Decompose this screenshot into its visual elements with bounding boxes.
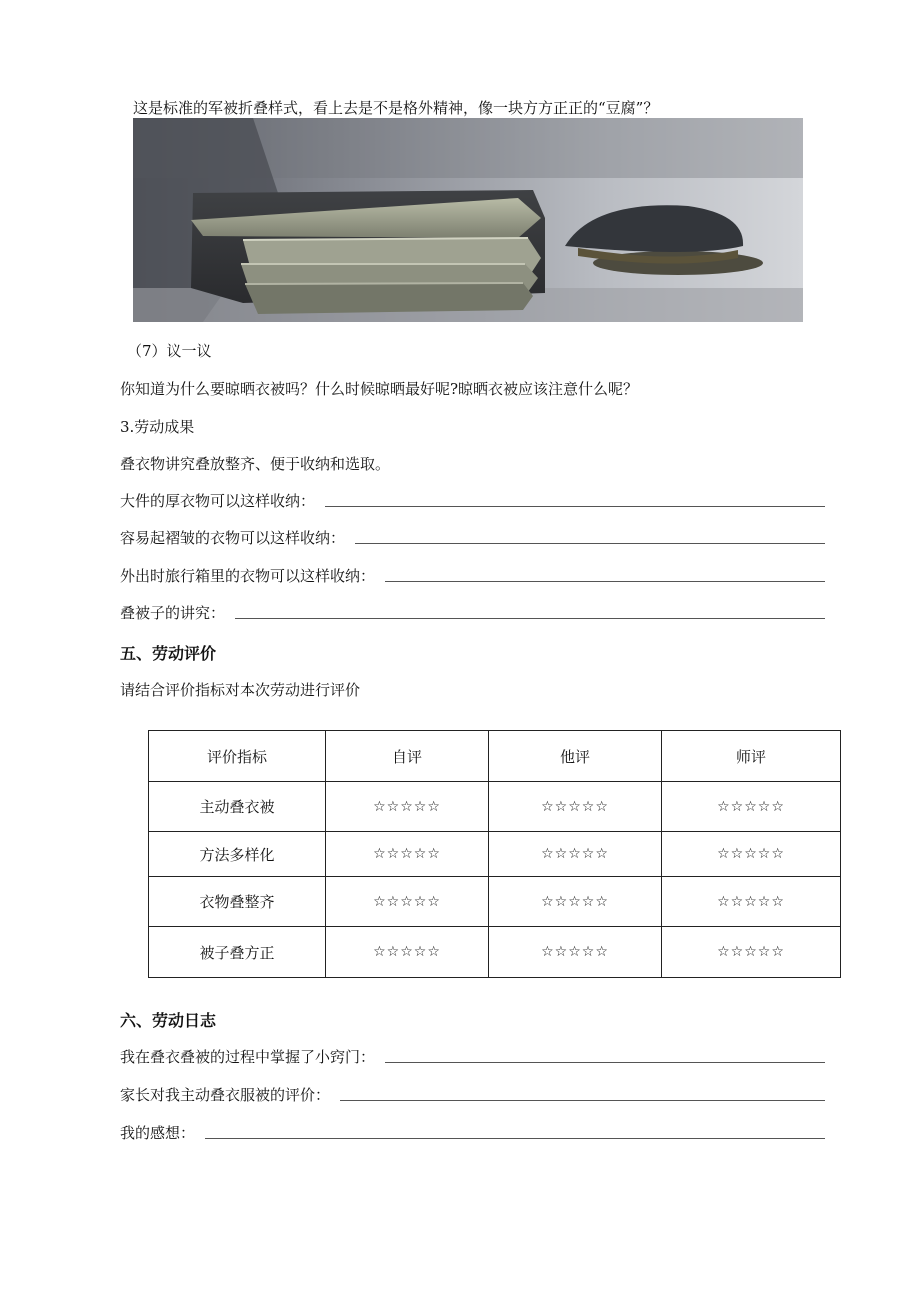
self-rating-stars[interactable]: ☆☆☆☆☆	[326, 832, 489, 877]
answer-blank[interactable]	[385, 1052, 825, 1063]
result-field-label: 叠被子的讲究：	[120, 604, 226, 622]
header-teacher: 师评	[662, 731, 841, 782]
result-field-label: 外出时旅行箱里的衣物可以这样收纳：	[120, 567, 376, 585]
criterion-cell: 衣物叠整齐	[149, 877, 326, 927]
peer-rating-stars[interactable]: ☆☆☆☆☆	[489, 927, 662, 978]
criterion-cell: 被子叠方正	[149, 927, 326, 978]
peer-rating-stars[interactable]: ☆☆☆☆☆	[489, 877, 662, 927]
self-rating-stars[interactable]: ☆☆☆☆☆	[326, 877, 489, 927]
result-intro: 叠衣物讲究叠放整齐、便于收纳和选取。	[120, 455, 391, 473]
teacher-rating-stars[interactable]: ☆☆☆☆☆	[662, 877, 841, 927]
answer-blank[interactable]	[325, 496, 825, 507]
evaluation-heading: 五、劳动评价	[120, 644, 217, 663]
answer-blank[interactable]	[235, 608, 825, 619]
result-field-wrinkle-clothes	[120, 527, 825, 548]
teacher-rating-stars[interactable]: ☆☆☆☆☆	[662, 782, 841, 832]
log-field-label: 我在叠衣叠被的过程中掌握了小窍门：	[120, 1048, 376, 1066]
section-7-title: （7）议一议	[127, 342, 212, 360]
answer-blank[interactable]	[355, 533, 825, 544]
evaluation-intro: 请结合评价指标对本次劳动进行评价	[120, 681, 361, 699]
peer-rating-stars[interactable]: ☆☆☆☆☆	[489, 782, 662, 832]
table-row	[149, 832, 841, 877]
log-field-thoughts	[120, 1122, 825, 1143]
folded-quilt-photo	[133, 118, 803, 322]
header-self: 自评	[326, 731, 489, 782]
table-row	[149, 877, 841, 927]
result-field-travel-clothes	[120, 565, 825, 586]
log-field-parent-review	[120, 1084, 825, 1105]
result-title: 3.劳动成果	[120, 418, 195, 436]
table-row	[149, 927, 841, 978]
self-rating-stars[interactable]: ☆☆☆☆☆	[326, 927, 489, 978]
log-field-label: 家长对我主动叠衣服被的评价：	[120, 1086, 331, 1104]
result-field-large-clothes	[120, 490, 825, 511]
peer-rating-stars[interactable]: ☆☆☆☆☆	[489, 832, 662, 877]
teacher-rating-stars[interactable]: ☆☆☆☆☆	[662, 832, 841, 877]
teacher-rating-stars[interactable]: ☆☆☆☆☆	[662, 927, 841, 978]
self-rating-stars[interactable]: ☆☆☆☆☆	[326, 782, 489, 832]
answer-blank[interactable]	[385, 571, 825, 582]
table-row	[149, 782, 841, 832]
section-7-question: 你知道为什么要晾晒衣被吗？什么时候晾晒最好呢?晾晒衣被应该注意什么呢？	[120, 380, 639, 398]
evaluation-table	[148, 730, 841, 978]
result-field-quilt	[120, 602, 825, 623]
log-heading: 六、劳动日志	[120, 1011, 217, 1030]
answer-blank[interactable]	[340, 1090, 825, 1101]
result-field-label: 容易起褶皱的衣物可以这样收纳：	[120, 529, 346, 547]
result-field-label: 大件的厚衣物可以这样收纳：	[120, 492, 316, 510]
photo-caption: 这是标准的军被折叠样式，看上去是不是格外精神，像一块方方正正的“豆腐”？	[133, 99, 659, 117]
answer-blank[interactable]	[205, 1128, 825, 1139]
log-field-label: 我的感想：	[120, 1124, 196, 1142]
criterion-cell: 主动叠衣被	[149, 782, 326, 832]
header-criterion: 评价指标	[149, 731, 326, 782]
evaluation-header-row	[149, 731, 841, 782]
log-field-tips	[120, 1046, 825, 1067]
criterion-cell: 方法多样化	[149, 832, 326, 877]
header-peer: 他评	[489, 731, 662, 782]
